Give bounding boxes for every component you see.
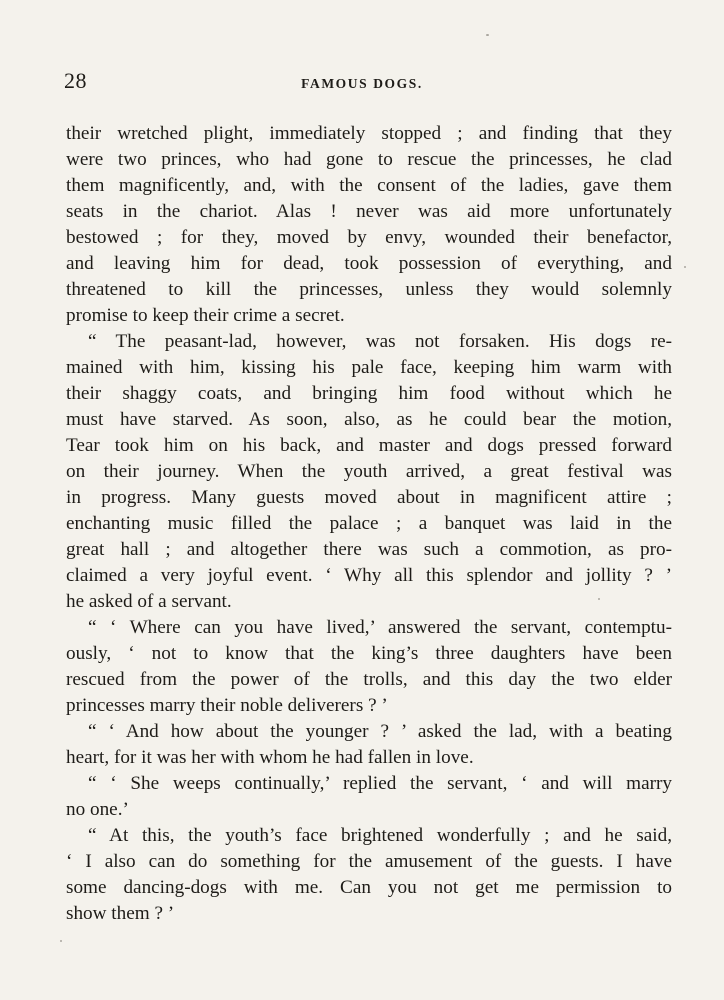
- running-head-title: FAMOUS DOGS.: [301, 76, 423, 91]
- print-speck: [598, 598, 600, 600]
- page-number: 28: [64, 68, 87, 93]
- text-line: threatened to kill the princesses, unless they would solemnly: [66, 279, 672, 300]
- text-line: were two princes, who had gone to rescue the princesses, he clad: [66, 149, 672, 170]
- text-line: in progress. Many guests moved about in magnificent attire ;: [66, 487, 672, 508]
- text-line: their wretched plight, immediately stopped ; and finding that they: [66, 123, 672, 144]
- text-line: them magnificently, and, with the consent of the ladies, gave them: [66, 175, 672, 196]
- body-text: [66, 121, 672, 927]
- text-line: must have starved. As soon, also, as he could bear the motion,: [66, 409, 672, 430]
- text-line: and leaving him for dead, took possession of everything, and: [66, 253, 672, 274]
- text-line: “ The peasant-lad, however, was not forsaken. His dogs re-: [88, 331, 672, 352]
- text-line: on their journey. When the youth arrived, a great festival was: [66, 461, 672, 482]
- text-line: bestowed ; for they, moved by envy, wounded their benefactor,: [66, 227, 672, 248]
- text-line: ‘ I also can do something for the amusement of the guests. I have: [66, 851, 672, 872]
- text-line: some dancing-dogs with me. Can you not get me permission to: [66, 877, 672, 898]
- text-line: show them ? ’: [66, 903, 175, 924]
- text-line: enchanting music filled the palace ; a banquet was laid in the: [66, 513, 672, 534]
- print-speck: [684, 266, 686, 268]
- text-line: he asked of a servant.: [66, 591, 232, 612]
- text-line: their shaggy coats, and bringing him food without which he: [66, 383, 672, 404]
- text-line: seats in the chariot. Alas ! never was aid more unfortunately: [66, 201, 672, 222]
- print-speck: [60, 940, 62, 942]
- text-line: heart, for it was her with whom he had fallen in love.: [66, 747, 474, 768]
- text-line: claimed a very joyful event. ‘ Why all this splendor and jollity ? ’: [66, 565, 672, 586]
- text-line: rescued from the power of the trolls, and this day the two elder: [66, 669, 672, 690]
- text-line: no one.’: [66, 799, 129, 820]
- text-line: “ At this, the youth’s face brightened wonderfully ; and he said,: [88, 825, 672, 846]
- text-line: mained with him, kissing his pale face, keeping him warm with: [66, 357, 672, 378]
- text-line: ously, ‘ not to know that the king’s three daughters have been: [66, 643, 672, 664]
- text-line: “ ‘ Where can you have lived,’ answered the servant, contemptu-: [88, 617, 672, 638]
- text-line: great hall ; and altogether there was such a commotion, as pro-: [66, 539, 672, 560]
- print-speck: [486, 34, 489, 36]
- text-line: princesses marry their noble deliverers ? ’: [66, 695, 388, 716]
- text-line: “ ‘ And how about the younger ? ’ asked the lad, with a beating: [88, 721, 672, 742]
- text-line: promise to keep their crime a secret.: [66, 305, 345, 326]
- text-line: Tear took him on his back, and master and dogs pressed forward: [66, 435, 672, 456]
- text-line: “ ‘ She weeps continually,’ replied the servant, ‘ and will marry: [88, 773, 672, 794]
